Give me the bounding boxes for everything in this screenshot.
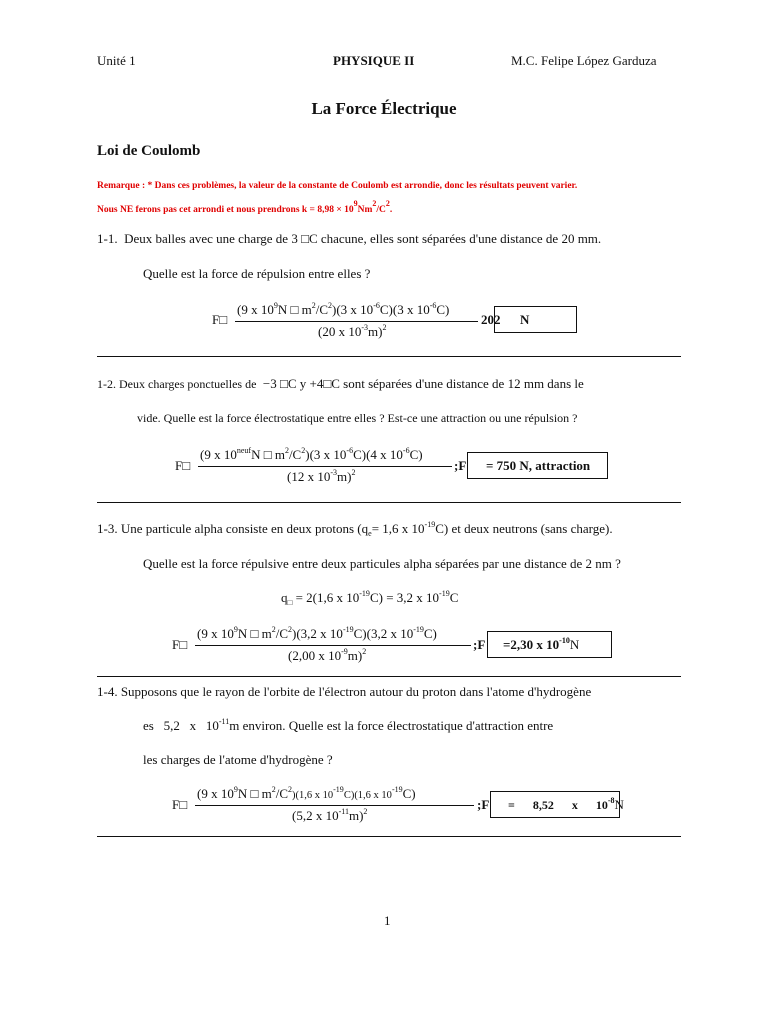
problem-1-result-value: 202 bbox=[481, 312, 501, 327]
problem-2-semicolon-F: ;F bbox=[454, 458, 467, 473]
problem-2-statement-line-1: 1-2. Deux charges ponctuelles de −3 □C y +4□C sont séparées d'une distance de 12 mm dans le bbox=[97, 376, 584, 391]
divider-3 bbox=[97, 676, 681, 677]
problem-4-force-symbol: F□ bbox=[172, 797, 188, 812]
header-subject: PHYSIQUE II bbox=[333, 53, 415, 68]
mu-symbol-box: □ bbox=[301, 231, 309, 246]
problem-4-semicolon-F: ;F bbox=[477, 797, 490, 812]
problem-4-statement-line-3: les charges de l'atome d'hydrogène ? bbox=[143, 752, 333, 767]
page-number: 1 bbox=[384, 913, 391, 928]
problem-2-force-symbol: F□ bbox=[175, 458, 191, 473]
problem-4-numerator: (9 x $10^9N$ □ $m^2/C^2)(1,6$ x $10^{-19}C)(1,6$ x $10^{-19}C$) bbox=[197, 785, 416, 801]
problem-1-result-unit: N bbox=[520, 312, 530, 327]
problem-2-denominator: (12 x $10^{-3}m)^2$ bbox=[287, 468, 356, 484]
section-heading: Loi de Coulomb bbox=[97, 143, 201, 159]
problem-4-statement-line-2: es 5,2 x $10^{-11}m$ environ. Quelle est la force électrostatique d'attraction entre bbox=[143, 717, 554, 733]
page-title: La Force Électrique bbox=[311, 99, 457, 118]
header-course-unit: Unité 1 bbox=[97, 53, 136, 68]
problem-1-answer-box bbox=[494, 306, 577, 333]
problem-3-alpha-charge: $q_□ = 2(1,6$ x $10^{-19}C) = 3,2$ x $10^{-19}C$ bbox=[281, 589, 459, 607]
problem-3-fraction-bar bbox=[195, 645, 471, 646]
problem-1-force-symbol: F□ bbox=[212, 312, 228, 327]
problem-2-fraction-bar bbox=[198, 466, 452, 467]
problem-1-denominator: (20 x $10^{-3}m)^2$ bbox=[318, 323, 387, 339]
problem-4-fraction-bar bbox=[195, 805, 474, 806]
header-author: M.C. Felipe López Garduza bbox=[511, 53, 657, 68]
problem-1-question: Quelle est la force de répulsion entre elles ? bbox=[143, 266, 371, 281]
problem-1-numerator: (9 x $10^9N$ □ $m^2/C^2)(3$ x $10^{-6}C)(3$ x $10^{-6}C$) bbox=[237, 301, 450, 317]
problem-3-force-symbol: F□ bbox=[172, 637, 188, 652]
problem-3-numerator: (9 x $10^9N$ □ $m^2/C^2)(3,2$ x $10^{-19}C)(3,2$ x $10^{-19}C$) bbox=[197, 625, 437, 641]
problem-2-result: = 750 N, attraction bbox=[486, 458, 591, 473]
divider-4 bbox=[97, 836, 681, 837]
problem-4-statement-line-1: 1-4. Supposons que le rayon de l'orbite de l'électron autour du proton dans l'atome d'hydrogène bbox=[97, 684, 592, 699]
problem-3-semicolon-F: ;F bbox=[473, 637, 486, 652]
problem-3-question: Quelle est la force répulsive entre deux particules alpha séparées par une distance de 2 nm ? bbox=[143, 556, 621, 571]
remark-line-1: Remarque : * Dans ces problèmes, la valeur de la constante de Coulomb est arrondie, donc les résultats peuvent varier. bbox=[97, 181, 578, 191]
problem-4-result: = 8,52 x $10^{-8}N$ bbox=[508, 796, 624, 812]
problem-3-result: =2,30 x $10^{-10}N$ bbox=[503, 636, 580, 652]
divider-1 bbox=[97, 356, 681, 357]
problem-3-denominator: (2,00 x $10^{-9}m)^2$ bbox=[288, 647, 367, 663]
problem-4-denominator: (5,2 x $10^{-11}m)^2$ bbox=[292, 807, 368, 823]
problem-2-numerator: (9 x $10^{neuf}N$ □ $m^2/C^2)(3$ x $10^{-6}C)(4$ x $10^{-6}C$) bbox=[200, 446, 423, 462]
problem-1-statement: 1-1. Deux balles avec une charge de 3 □C chacune, elles sont séparées d'une distance de 20 mm. bbox=[97, 231, 602, 246]
problem-1-fraction-bar bbox=[235, 321, 478, 322]
problem-3-statement: 1-3. Une particule alpha consiste en deux protons ($q_e= 1,6$ x $10^{-19}C$) et deux neutrons (sans charge). bbox=[97, 520, 613, 538]
problem-2-statement-line-2: vide. Quelle est la force électrostatique entre elles ? Est-ce une attraction ou une répulsion ? bbox=[137, 411, 578, 425]
remark-line-2: Nous NE ferons pas cet arrondi et nous prendrons $k = 8,98 \times 10^9Nm^2/C^2$. bbox=[97, 199, 393, 215]
divider-2 bbox=[97, 502, 681, 503]
